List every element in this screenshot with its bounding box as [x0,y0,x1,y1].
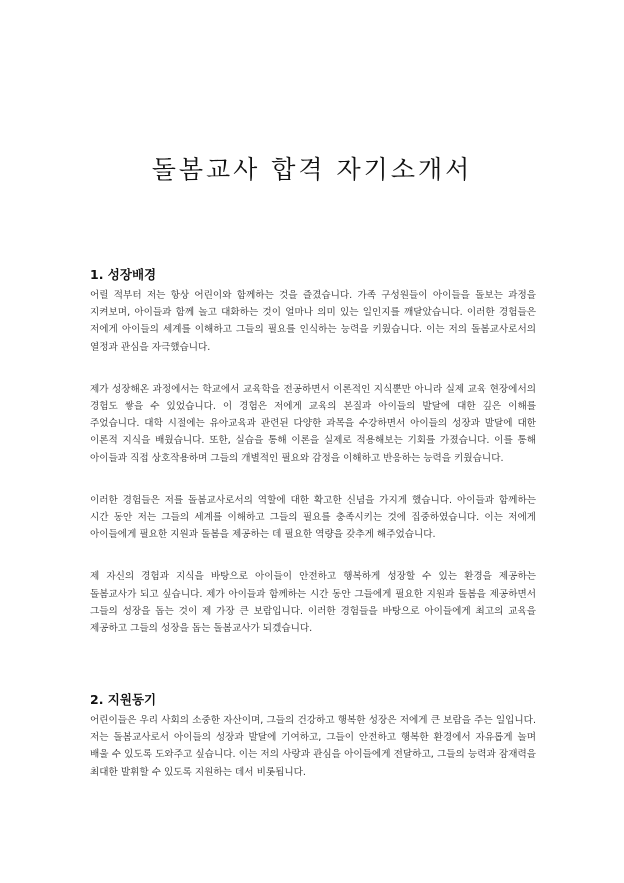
section-heading: 1. 성장배경 [90,267,157,282]
document-title: 돌봄교사 합격 자기소개서 [151,155,473,184]
paragraph: 어릴 적부터 저는 항상 어린이와 함께하는 것을 즐겼습니다. 가족 구성원들이 아이들을 돌보는 과정을 지켜보며, 아이들과 함께 놀고 대화하는 것이 얼마나 의미 있는 일인지를 깨달았습니다. 이러한 경험들은 저에게 아이들의 세계를 이해하고 그들의 필요를 인식하는 능력을 키웠습니다. 이는 저의 돌봄교사로서의 열정과 관심을 자극했습니다. [90,290,536,353]
section-heading: 2. 지원동기 [90,692,157,707]
paragraph: 제가 성장해온 과정에서는 학교에서 교육학을 전공하면서 이론적인 지식뿐만 아니라 실제 교육 현장에서의 경험도 쌓을 수 있었습니다. 이 경험은 저에게 교육의 본질과 아이들의 발달에 대한 깊은 이해를 주었습니다. 대학 시절에는 유아교육과 관련된 다양한 과목을 수강하면서 아이들의 성장과 발달에 대한 이론적 지식을 배웠습니다. 또한, 실습을 통해 이론을 실제로 적용해보는 기회를 가졌습니다. 이를 통해 아이들과 직접 상호작용하며 그들의 개별적인 필요와 감정을 이해하고 반응하는 능력을 키웠습니다. [90,383,536,464]
section-motivation [90,691,536,781]
paragraph: 제 자신의 경험과 지식을 바탕으로 아이들이 안전하고 행복하게 성장할 수 있는 환경을 제공하는 돌봄교사가 되고 싶습니다. 제가 아이들과 함께하는 시간 동안 그들에게 필요한 지원과 돌봄을 제공하면서 그들의 성장을 돕는 것이 제 가장 큰 보람입니다. 이러한 경험들을 바탕으로 아이들에게 최고의 교육을 제공하고 그들의 성장을 돕는 돌봄교사가 되겠습니다. [90,571,536,635]
paragraph: 어린이들은 우리 사회의 소중한 자산이며, 그들의 건강하고 행복한 성장은 저에게 큰 보람을 주는 일입니다. 저는 돌봄교사로서 아이들의 성장과 발달에 기여하고, 그들이 안전하고 행복한 환경에서 자유롭게 놀며 배울 수 있도록 도와주고 싶습니다. 이는 저의 사랑과 관심을 아이들에게 전달하고, 그들의 능력과 잠재력을 최대한 발휘할 수 있도록 지원하는 데서 비롯됩니다. [90,715,536,778]
section-growth-background [90,266,536,637]
paragraph: 이러한 경험들은 저를 돌봄교사로서의 역할에 대한 확고한 신념을 가지게 했습니다. 아이들과 함께하는 시간 동안 저는 그들의 세계를 이해하고 그들의 필요를 충족시키는 것에 집중하였습니다. 이는 저에게 아이들에게 필요한 지원과 돌봄을 제공하는 데 필요한 역량을 갖추게 해주었습니다. [90,494,536,541]
